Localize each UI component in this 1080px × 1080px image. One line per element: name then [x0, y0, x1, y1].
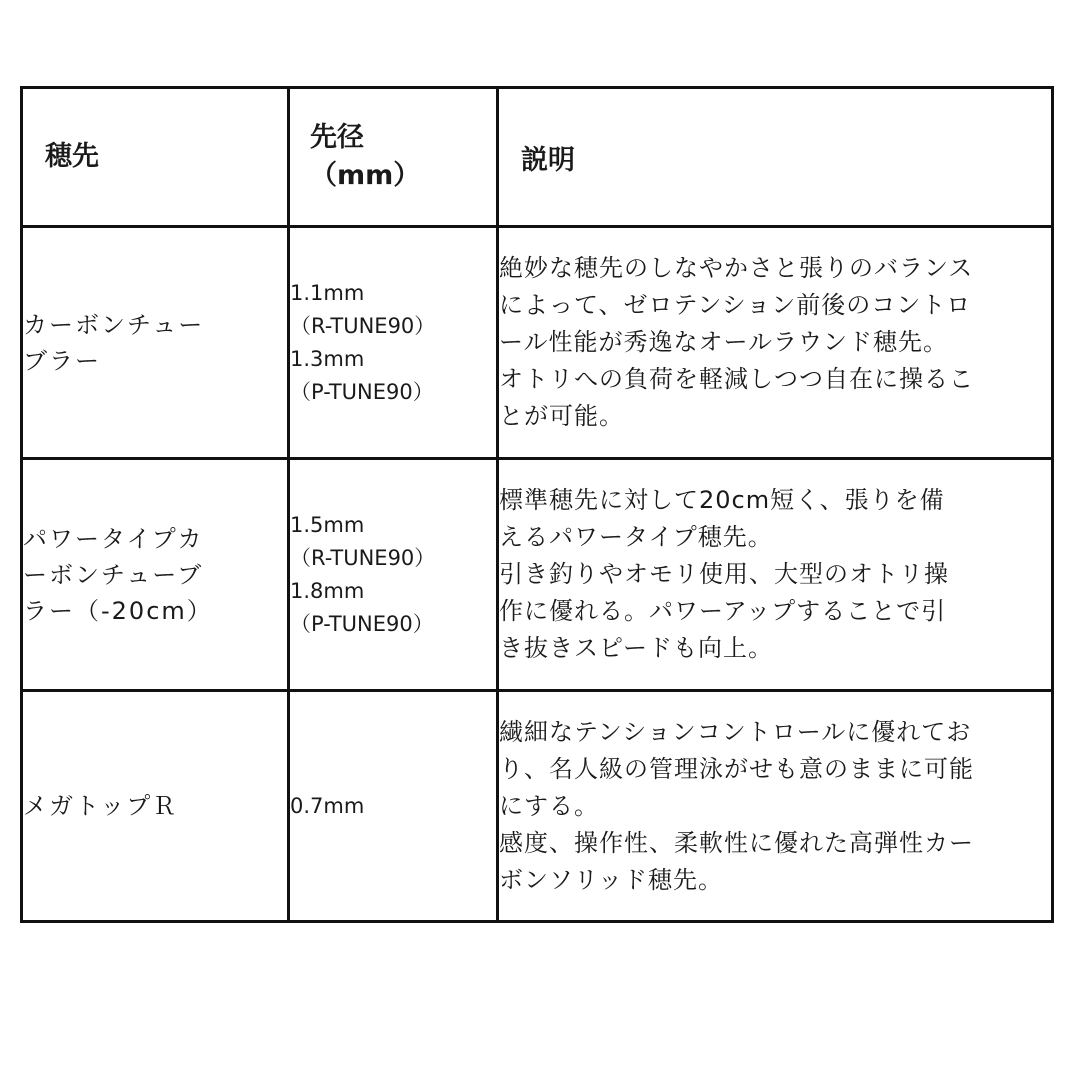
tip-name-cell: カーボンチュー ブラー — [22, 227, 289, 459]
table-header-row — [22, 88, 1053, 227]
header-diameter-line2: （mm） — [310, 160, 421, 191]
description-cell: 絶妙な穂先のしなやかさと張りのバランス によって、ゼロテンション前後のコントロ ール性能が秀逸なオールラウンド穂先。 オトリへの負荷を軽減しつつ自在に操るこ とが可能。 — [498, 227, 1053, 459]
diameter-cell: 1.1mm （R-TUNE90） 1.3mm （P-TUNE90） — [289, 227, 498, 459]
tip-name-cell: パワータイプカ ーボンチューブ ラー（-20cm） — [22, 459, 289, 691]
table-row — [22, 459, 1053, 691]
header-description: 説明 — [498, 88, 1053, 227]
tip-name-cell: メガトップＲ — [22, 691, 289, 922]
diameter-cell: 0.7mm — [289, 691, 498, 922]
description-cell: 繊細なテンションコントロールに優れてお り、名人級の管理泳がせも意のままに可能 にする。 感度、操作性、柔軟性に優れた高弾性カー ボンソリッド穂先。 — [498, 691, 1053, 922]
table-row — [22, 227, 1053, 459]
diameter-cell: 1.5mm （R-TUNE90） 1.8mm （P-TUNE90） — [289, 459, 498, 691]
table-row — [22, 691, 1053, 922]
header-tip: 穂先 — [22, 88, 289, 227]
header-diameter-line1: 先径 — [310, 122, 364, 153]
description-cell: 標準穂先に対して20cm短く、張りを備 えるパワータイプ穂先。 引き釣りやオモリ使用、大型のオトリ操 作に優れる。パワーアップすることで引 き抜きスピードも向上。 — [498, 459, 1053, 691]
header-diameter — [289, 88, 498, 227]
tip-spec-table — [20, 86, 1054, 923]
